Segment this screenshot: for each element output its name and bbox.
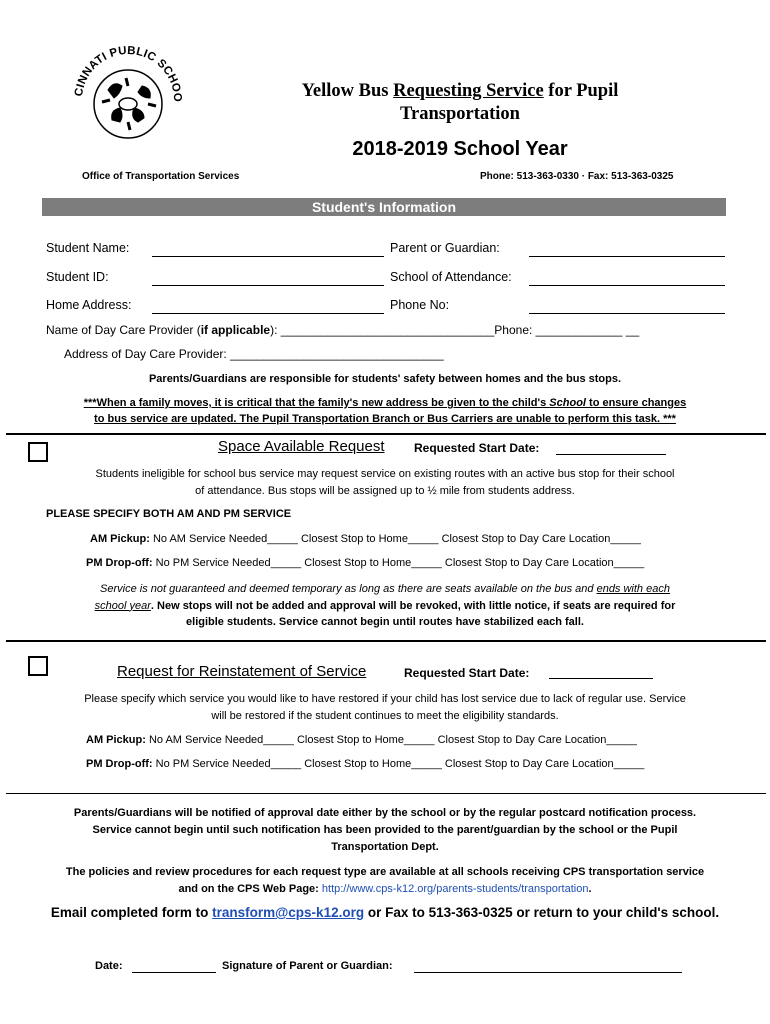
notify-3: Transportation Dept.	[331, 841, 439, 853]
banner-label: Student's Information	[311, 199, 457, 215]
space-start-date-field[interactable]	[556, 454, 666, 455]
reinstatement-am-options: No AM Service Needed_____ Closest Stop to Home_____ Closest Stop to Day Care Location_____	[145, 734, 637, 746]
safety-note: Parents/Guardians are responsible for students' safety between homes and the bus stops.	[148, 373, 622, 385]
date-label: Date:	[95, 960, 123, 972]
space-available-title: Space Available Request	[218, 438, 385, 455]
phone-label: Phone No:	[390, 298, 450, 312]
divider-1	[6, 433, 766, 435]
notify-1: Parents/Guardians will be notified of approval date either by the school or by the regular postcard notification process.	[73, 807, 697, 819]
signature-field[interactable]	[414, 972, 682, 973]
move-note-3: to bus service are updated. The Pupil Transportation Branch or Bus Carriers are unable to perform this task. ***	[94, 413, 676, 425]
cps-web-link[interactable]: http://www.cps-k12.org/parents-students/transportation	[321, 883, 589, 895]
space-note-italic-u1: ends with each	[596, 583, 670, 595]
daycare-label-post: ): ________________________________Phone: _____________ __	[270, 323, 640, 337]
reinstatement-start-date-field[interactable]	[549, 678, 653, 679]
space-note-italic-u2: school year	[94, 599, 151, 612]
move-note-school: School	[549, 397, 586, 409]
space-pm-label: PM Drop-off:	[86, 557, 153, 569]
student-id-label: Student ID:	[46, 270, 109, 284]
reinstatement-checkbox[interactable]	[28, 656, 48, 676]
student-name-field[interactable]	[152, 256, 384, 257]
title-line-2: Transportation	[400, 104, 520, 124]
policies-1: The policies and review procedures for each request type are available at all schools receiving CPS transportation service	[65, 866, 705, 878]
school-attendance-label: School of Attendance:	[390, 270, 512, 284]
reinstatement-start-date-label: Requested Start Date:	[404, 666, 530, 680]
reinstatement-pm-label: PM Drop-off:	[86, 758, 153, 770]
move-note-2: to ensure changes	[585, 397, 687, 409]
space-note-bold-2: eligible students. Service cannot begin until routes have stabilized each fall.	[186, 616, 584, 628]
reinstatement-pm-options: No PM Service Needed_____ Closest Stop to Home_____ Closest Stop to Day Care Location_____	[152, 758, 645, 770]
reinstatement-am-pickup[interactable]	[86, 734, 637, 746]
school-year: 2018-2019 School Year	[352, 138, 568, 160]
space-note-italic: Service is not guaranteed and deemed temporary as long as there are seats available on the bus and	[100, 583, 597, 595]
daycare-provider-line[interactable]	[46, 323, 639, 337]
space-am-options: No AM Service Needed_____ Closest Stop to Home_____ Closest Stop to Day Care Location_____	[149, 533, 641, 545]
student-id-field[interactable]	[152, 285, 384, 286]
reinstatement-am-label: AM Pickup:	[86, 734, 146, 746]
notify-2: Service cannot begin until such notification has been provided to the parent/guardian by the school or the Pupil	[92, 824, 678, 836]
title-part-2: for Pupil	[543, 81, 619, 101]
student-name-label: Student Name:	[46, 241, 130, 255]
policies-2: and on the CPS Web Page:	[178, 883, 322, 895]
student-info-banner	[42, 198, 726, 216]
form-title	[250, 80, 670, 126]
daycare-address-line[interactable]: Address of Day Care Provider: ________________________________	[64, 347, 444, 361]
space-am-label: AM Pickup:	[90, 533, 150, 545]
daycare-if-applicable: if applicable	[200, 323, 271, 337]
date-field[interactable]	[132, 972, 216, 973]
svg-text:CINCINNATI PUBLIC SCHOOLS: CINNATI PUBLIC SCHOO	[73, 44, 184, 103]
move-note-1: ***When a family moves, it is critical that the family's new address be given to the child's	[83, 397, 550, 409]
space-pm-dropoff[interactable]	[86, 557, 644, 569]
daycare-label-pre: Name of Day Care Provider (	[46, 323, 201, 337]
reinstatement-pm-dropoff[interactable]	[86, 758, 644, 770]
office-name: Office of Transportation Services	[82, 171, 240, 182]
phone-fax: Phone: 513-363-0330 · Fax: 513-363-0325	[480, 171, 674, 182]
move-note	[20, 395, 750, 427]
space-am-pickup[interactable]	[90, 533, 641, 545]
parent-guardian-label: Parent or Guardian:	[390, 241, 500, 255]
reinstatement-description	[20, 691, 750, 725]
space-description	[20, 466, 750, 500]
phone-field[interactable]	[529, 313, 725, 314]
email-post: or Fax to 513-363-0325 or return to your child's school.	[364, 905, 720, 920]
space-desc-1: Students ineligible for school bus service may request service on existing routes with an active bus stop for their school	[95, 468, 675, 480]
signature-label: Signature of Parent or Guardian:	[222, 960, 393, 972]
divider-3	[6, 793, 766, 794]
specify-both: PLEASE SPECIFY BOTH AM AND PM SERVICE	[46, 508, 292, 520]
space-note	[20, 581, 750, 631]
divider-2	[6, 640, 766, 642]
space-desc-2: of attendance. Bus stops will be assigned up to ½ mile from students address.	[195, 485, 575, 497]
email-link[interactable]: transform@cps-k12.org	[212, 905, 365, 920]
reinstatement-title: Request for Reinstatement of Service	[117, 663, 367, 680]
space-available-checkbox[interactable]	[28, 442, 48, 462]
notification-note	[20, 805, 750, 856]
email-instruction	[0, 905, 770, 920]
school-attendance-field[interactable]	[529, 285, 725, 286]
cps-logo	[68, 38, 188, 150]
home-address-field[interactable]	[152, 313, 384, 314]
space-pm-options: No PM Service Needed_____ Closest Stop to Home_____ Closest Stop to Day Care Location_____	[152, 557, 645, 569]
reinstatement-desc-1: Please specify which service you would like to have restored if your child has lost service due to lack of regular use. Service	[84, 693, 686, 705]
space-start-date-label: Requested Start Date:	[414, 441, 540, 455]
policies-end: .	[588, 883, 592, 895]
reinstatement-desc-2: will be restored if the student continues to meet the eligibility standards.	[211, 710, 559, 722]
space-note-bold-1: . New stops will not be added and approval will be revoked, with little notice, if seats are required for	[150, 599, 676, 612]
parent-guardian-field[interactable]	[529, 256, 725, 257]
title-underlined: Requesting Service	[393, 81, 544, 101]
home-address-label: Home Address:	[46, 298, 132, 312]
email-pre: Email completed form to	[50, 905, 213, 920]
title-part-1: Yellow Bus	[301, 81, 394, 101]
policies-note	[20, 864, 750, 898]
